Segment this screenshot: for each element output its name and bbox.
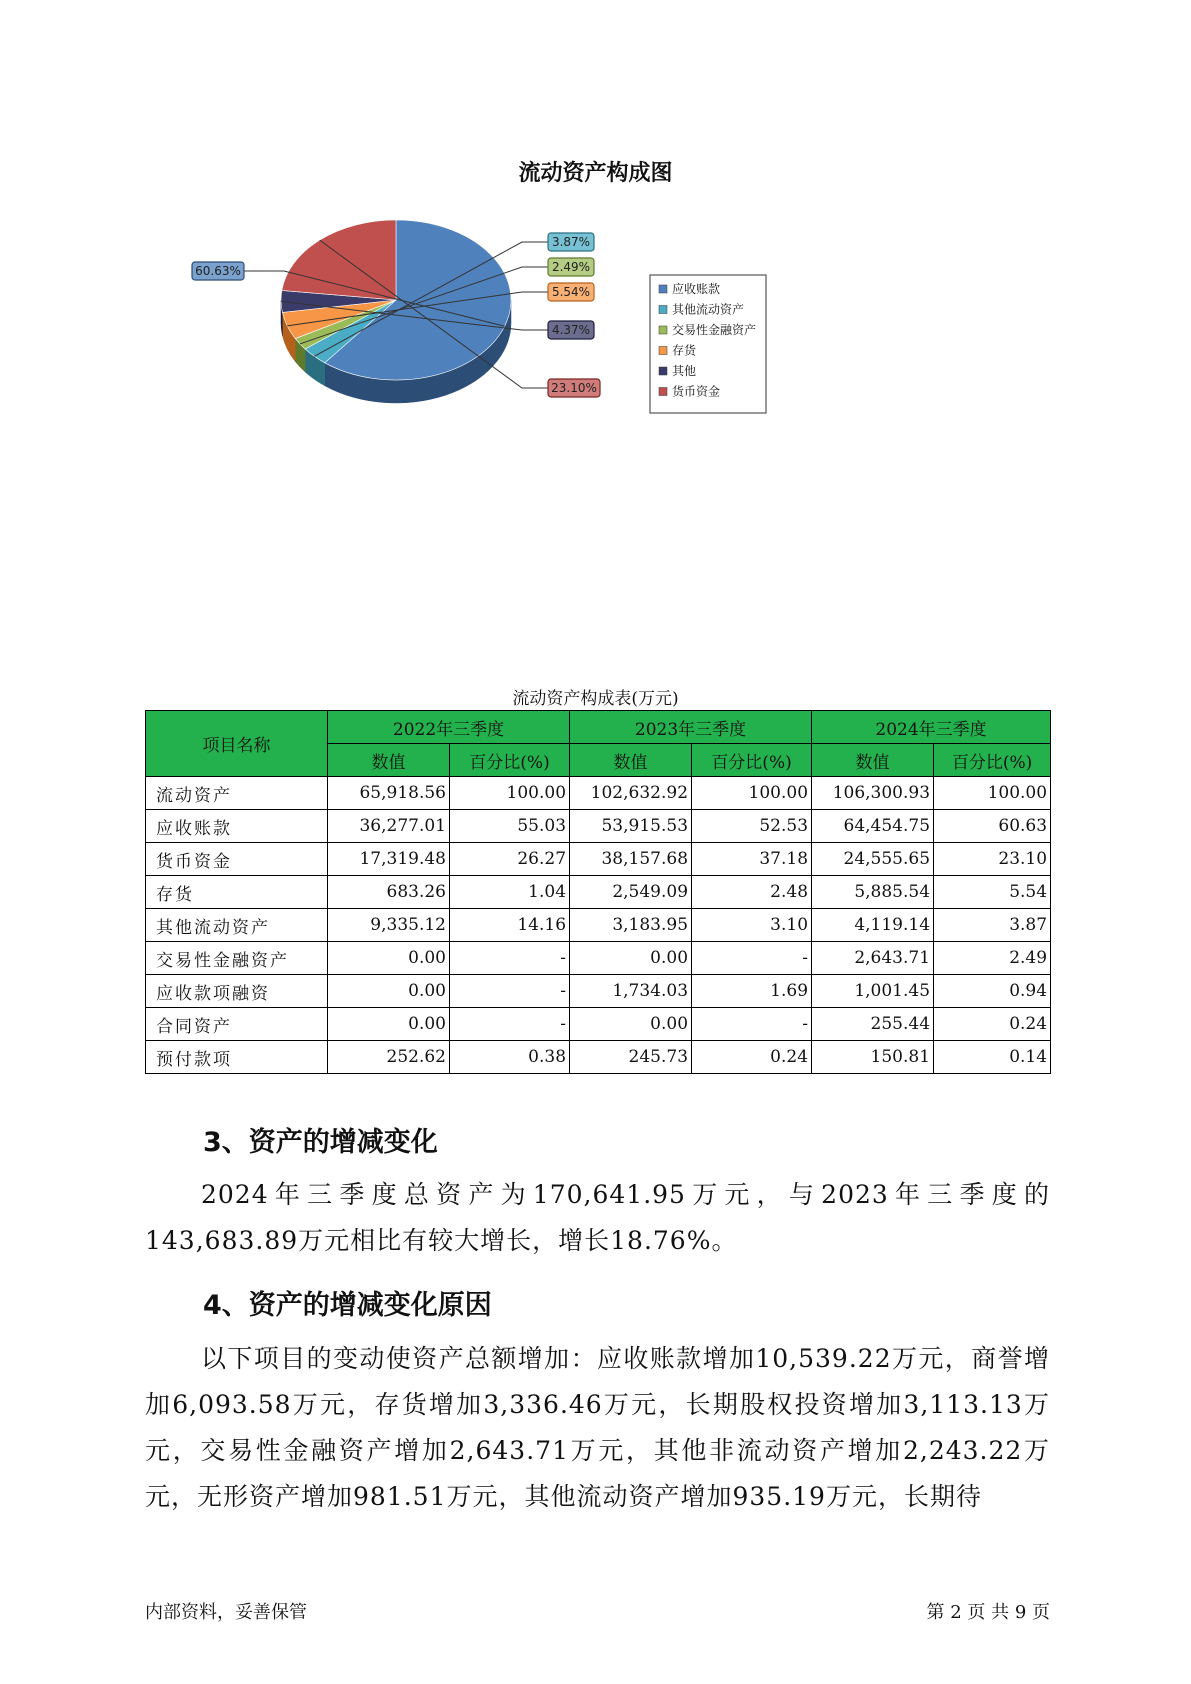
- table-caption: 流动资产构成表(万元): [512, 689, 679, 709]
- value-cell: 38,157.68: [570, 843, 692, 876]
- pct-cell: -: [450, 1008, 570, 1041]
- chart-title: 流动资产构成图: [518, 161, 673, 186]
- value-cell: 1,001.45: [812, 975, 934, 1008]
- pct-cell: -: [450, 975, 570, 1008]
- header-item-name: 项目名称: [146, 711, 328, 777]
- table-row: [146, 777, 1051, 810]
- value-cell: 0.00: [570, 942, 692, 975]
- pct-cell: 100.00: [692, 777, 812, 810]
- value-cell: 1,734.03: [570, 975, 692, 1008]
- row-label: 其他流动资产: [146, 909, 328, 942]
- section-3-paragraph: 2024年三季度总资产为170,641.95万元，与2023年三季度的143,683.89万元相比有较大增长，增长18.76%。: [145, 1180, 1050, 1255]
- callout-label: 4.37%: [551, 323, 591, 337]
- table-row: [146, 909, 1051, 942]
- legend-label: 交易性金融资产: [672, 323, 757, 337]
- row-label: 合同资产: [146, 1008, 328, 1041]
- legend-label: 货币资金: [672, 384, 721, 399]
- value-cell: 245.73: [570, 1041, 692, 1074]
- row-label: 预付款项: [146, 1041, 328, 1074]
- callout-label: 5.54%: [551, 285, 591, 299]
- legend-swatch: [659, 285, 667, 293]
- row-label: 交易性金融资产: [146, 942, 328, 975]
- header-pct: 百分比(%): [934, 744, 1051, 777]
- value-cell: 4,119.14: [812, 909, 934, 942]
- pct-cell: 14.16: [450, 909, 570, 942]
- callout-label: 3.87%: [551, 235, 591, 249]
- table-row: [146, 942, 1051, 975]
- row-label: 应收款项融资: [146, 975, 328, 1008]
- row-label: 存货: [146, 876, 328, 909]
- section-heading-4: 4、资产的增减变化原因: [203, 1290, 492, 1321]
- value-cell: 24,555.65: [812, 843, 934, 876]
- pct-cell: 0.14: [934, 1041, 1051, 1074]
- pct-cell: 5.54: [934, 876, 1051, 909]
- pct-cell: 37.18: [692, 843, 812, 876]
- pct-cell: 0.24: [692, 1041, 812, 1074]
- table-row: [146, 876, 1051, 909]
- callout-label: 60.63%: [195, 264, 241, 278]
- pct-cell: 60.63: [934, 810, 1051, 843]
- current-assets-table: [145, 710, 1051, 1074]
- header-value: 数值: [570, 744, 692, 777]
- value-cell: 102,632.92: [570, 777, 692, 810]
- table-row: [146, 810, 1051, 843]
- row-label: 货币资金: [146, 843, 328, 876]
- pct-cell: 0.24: [934, 1008, 1051, 1041]
- value-cell: 9,335.12: [328, 909, 450, 942]
- value-cell: 53,915.53: [570, 810, 692, 843]
- pct-cell: 100.00: [450, 777, 570, 810]
- legend-label: 存货: [672, 343, 697, 358]
- header-period-2023: 2023年三季度: [570, 711, 812, 744]
- value-cell: 0.00: [328, 942, 450, 975]
- value-cell: 3,183.95: [570, 909, 692, 942]
- row-label: 流动资产: [146, 777, 328, 810]
- value-cell: 255.44: [812, 1008, 934, 1041]
- row-label: 应收账款: [146, 810, 328, 843]
- table-row: [146, 975, 1051, 1008]
- header-period-2022: 2022年三季度: [328, 711, 570, 744]
- value-cell: 2,549.09: [570, 876, 692, 909]
- value-cell: 0.00: [570, 1008, 692, 1041]
- pct-cell: -: [692, 942, 812, 975]
- table-row: [146, 1041, 1051, 1074]
- pct-cell: 0.38: [450, 1041, 570, 1074]
- legend-swatch: [659, 306, 667, 314]
- value-cell: 252.62: [328, 1041, 450, 1074]
- table-body: [146, 777, 1051, 1074]
- pct-cell: 23.10: [934, 843, 1051, 876]
- table-row: [146, 1008, 1051, 1041]
- section-heading-3: 3、资产的增减变化: [203, 1127, 438, 1158]
- legend-swatch: [659, 326, 667, 334]
- value-cell: 0.00: [328, 975, 450, 1008]
- legend-label: 其他流动资产: [672, 302, 745, 317]
- pct-cell: 0.94: [934, 975, 1051, 1008]
- value-cell: 36,277.01: [328, 810, 450, 843]
- value-cell: 106,300.93: [812, 777, 934, 810]
- pct-cell: 1.04: [450, 876, 570, 909]
- value-cell: 5,885.54: [812, 876, 934, 909]
- legend-swatch: [659, 347, 667, 355]
- value-cell: 2,643.71: [812, 942, 934, 975]
- pct-cell: 3.87: [934, 909, 1051, 942]
- legend-swatch: [659, 367, 667, 375]
- pct-cell: 100.00: [934, 777, 1051, 810]
- pie-chart: [0, 0, 1191, 560]
- legend-label: 应收账款: [672, 282, 721, 296]
- pct-cell: -: [450, 942, 570, 975]
- value-cell: 17,319.48: [328, 843, 450, 876]
- pct-cell: 1.69: [692, 975, 812, 1008]
- pct-cell: 2.49: [934, 942, 1051, 975]
- pct-cell: -: [692, 1008, 812, 1041]
- header-value: 数值: [812, 744, 934, 777]
- legend-label: 其他: [672, 364, 697, 378]
- value-cell: 64,454.75: [812, 810, 934, 843]
- chart-legend: [650, 275, 766, 413]
- pct-cell: 55.03: [450, 810, 570, 843]
- table-row: [146, 843, 1051, 876]
- header-pct: 百分比(%): [450, 744, 570, 777]
- header-value: 数值: [328, 744, 450, 777]
- value-cell: 0.00: [328, 1008, 450, 1041]
- header-period-2024: 2024年三季度: [812, 711, 1051, 744]
- value-cell: 150.81: [812, 1041, 934, 1074]
- value-cell: 683.26: [328, 876, 450, 909]
- legend-swatch: [659, 388, 667, 396]
- pie-slice: [282, 220, 396, 300]
- pct-cell: 52.53: [692, 810, 812, 843]
- footer-confidential: 内部资料，妥善保管: [145, 1602, 307, 1623]
- pct-cell: 2.48: [692, 876, 812, 909]
- header-pct: 百分比(%): [692, 744, 812, 777]
- pct-cell: 26.27: [450, 843, 570, 876]
- callout-label: 23.10%: [551, 381, 597, 395]
- pct-cell: 3.10: [692, 909, 812, 942]
- footer-page-number: 第 2 页 共 9 页: [926, 1602, 1050, 1623]
- value-cell: 65,918.56: [328, 777, 450, 810]
- section-4-paragraph: 以下项目的变动使资产总额增加：应收账款增加10,539.22万元，商誉增加6,093.58万元，存货增加3,336.46万元，长期股权投资增加3,113.13万元，交易性金融资产增加2,643.71万元，其他非流动资产增加2,243.22万元，无形资产增加981.51万元，其他流动资产增加935.19万元，长期待: [145, 1344, 1050, 1511]
- callout-label: 2.49%: [551, 260, 591, 274]
